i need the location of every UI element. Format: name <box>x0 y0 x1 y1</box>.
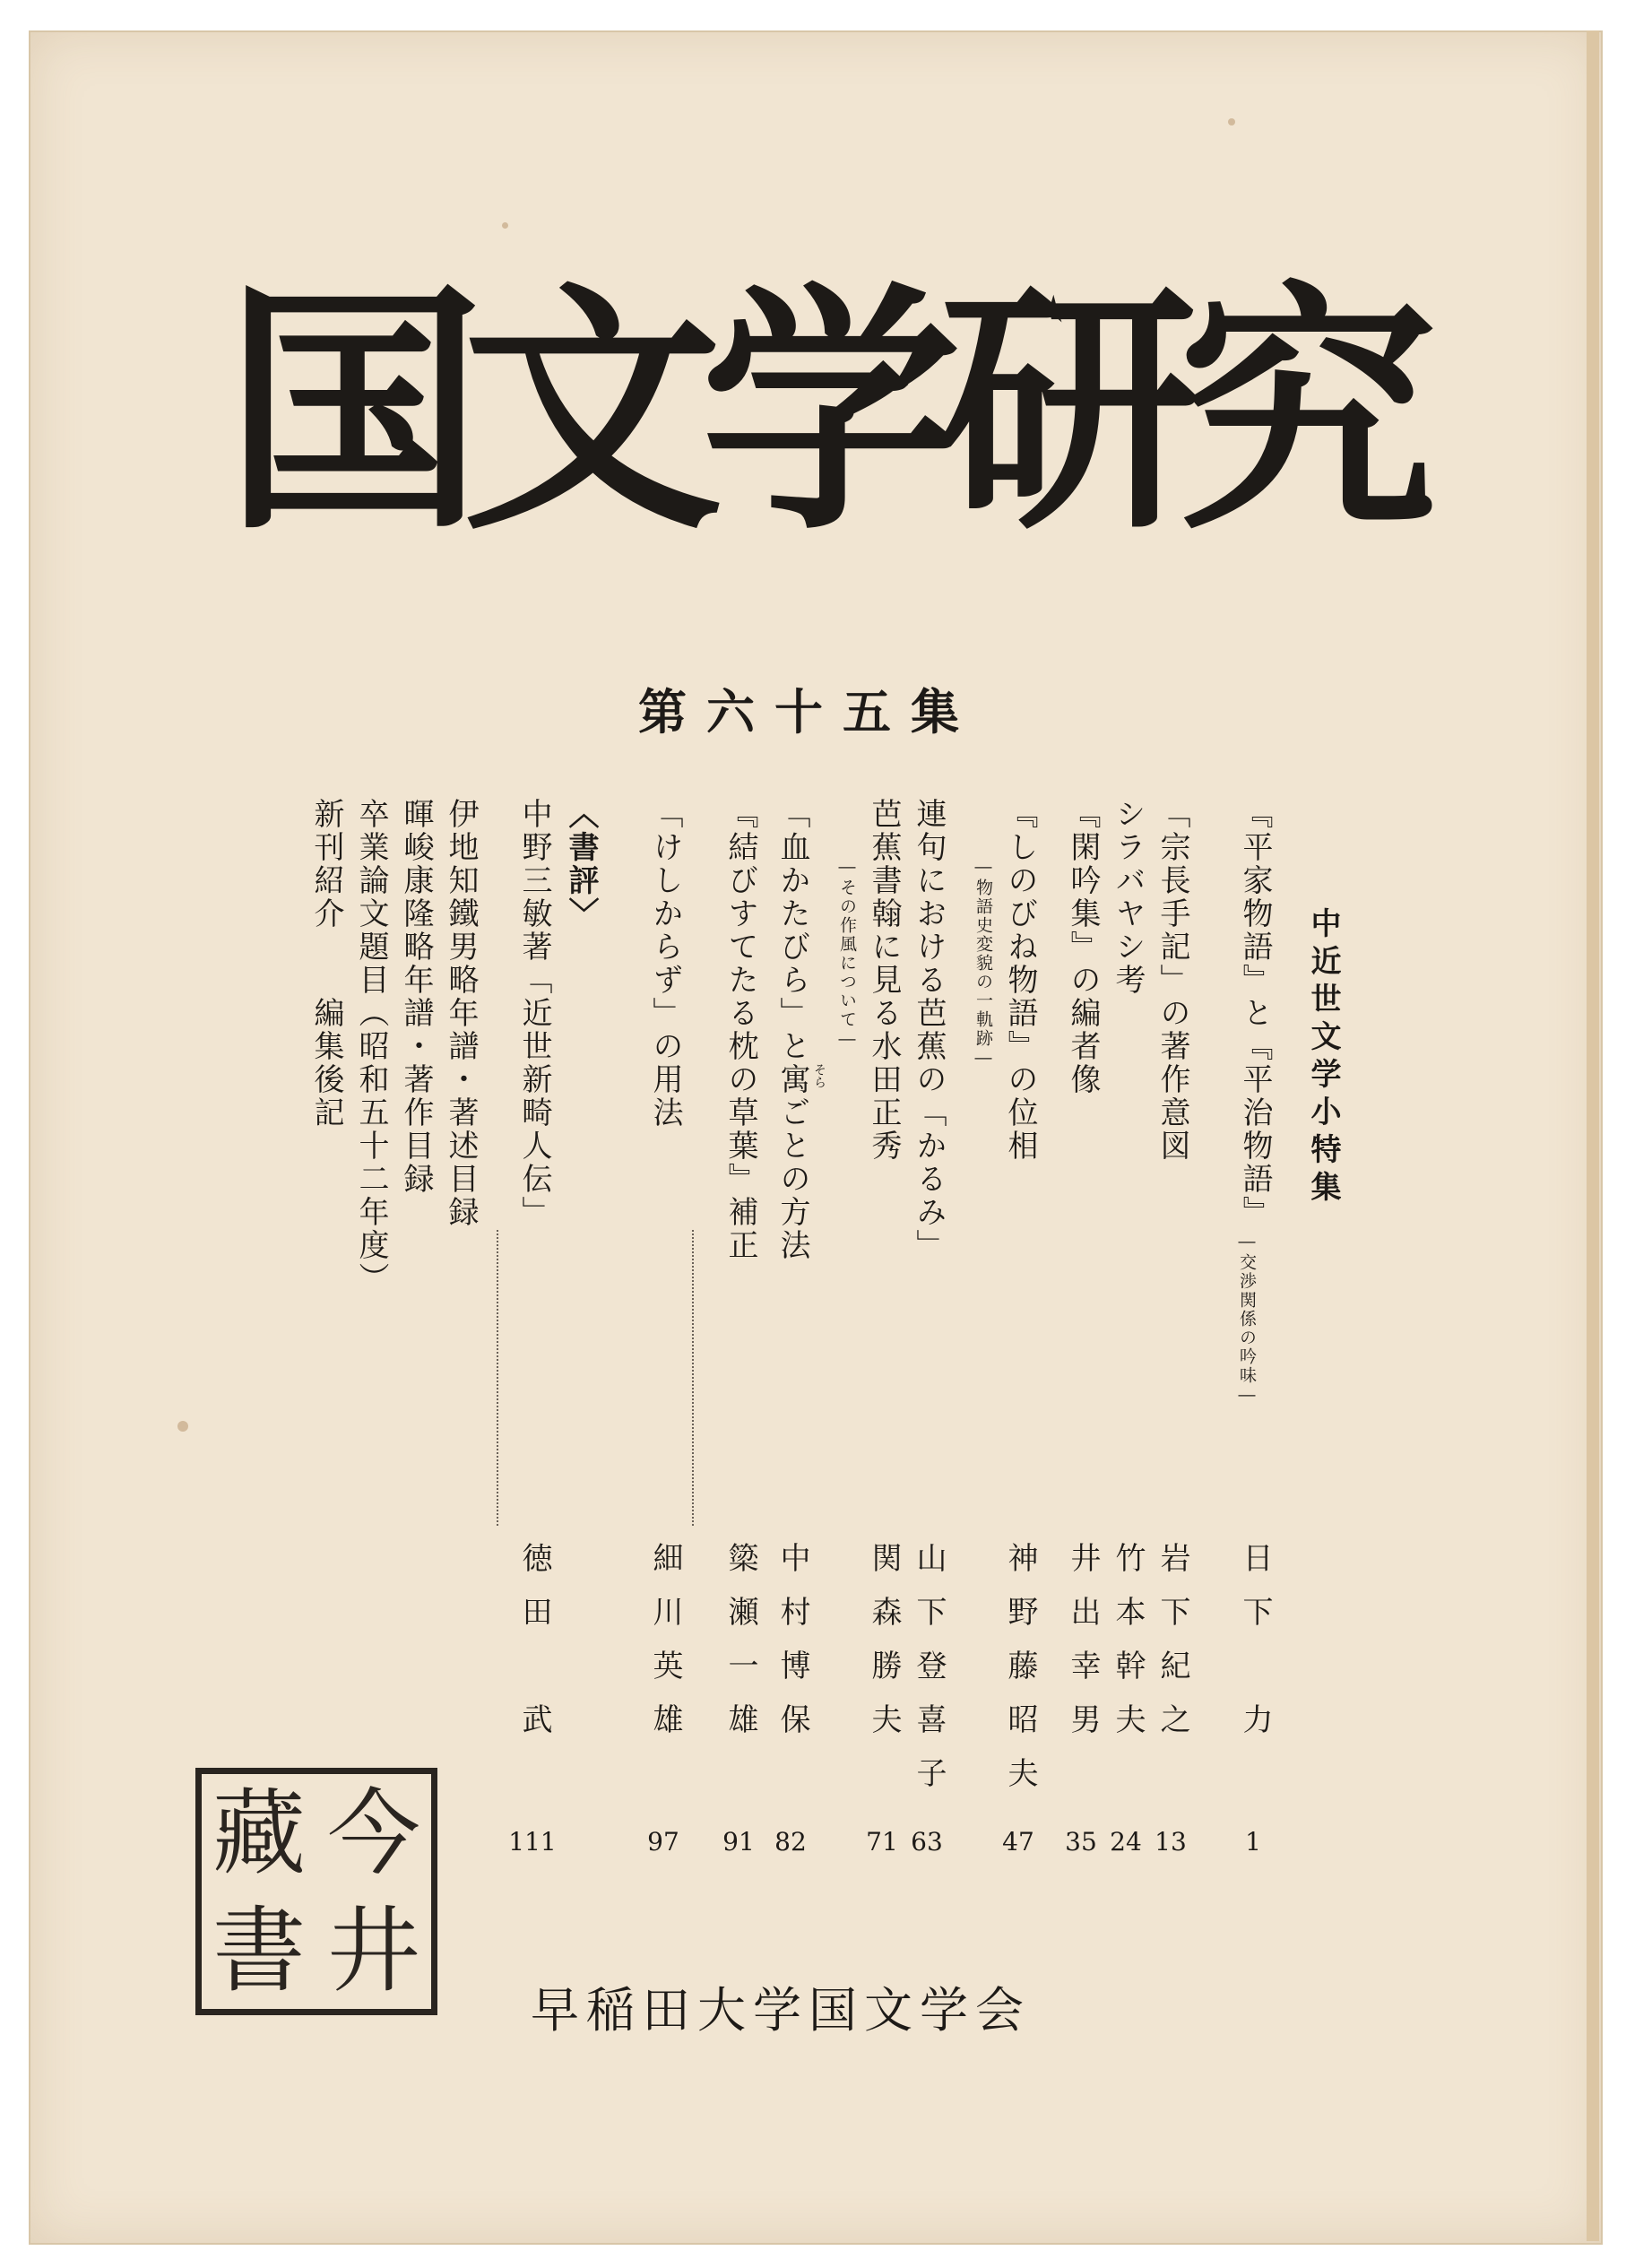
dotted-divider <box>692 1230 694 1526</box>
dotted-divider <box>497 1230 498 1526</box>
entry-title: シラバヤシ考 <box>1110 798 1146 997</box>
age-spot <box>1228 118 1235 126</box>
age-spot <box>177 1421 188 1432</box>
entry-page: 111 <box>508 1827 557 1857</box>
entry-title: 伊地知鐵男略年譜・著述目録 <box>443 798 479 1229</box>
entry-page: 13 <box>1155 1827 1187 1857</box>
entry-subtitle: ―物語史変貌の一軌跡― <box>973 857 993 1069</box>
toc-entry <box>764 798 826 1945</box>
entry-author: 日下 力 <box>1237 1542 1273 1757</box>
toc-entry <box>1054 798 1108 1945</box>
entry-page: 63 <box>911 1827 943 1857</box>
entry-subtitle: ―交渉関係の吟味― <box>1237 1232 1257 1407</box>
toc-entry <box>837 798 909 1945</box>
entry-author: 岩下紀之 <box>1155 1542 1190 1757</box>
toc-entry <box>636 798 690 1945</box>
entry-title: 『結びすてたる枕の草葉』補正 <box>722 798 758 1262</box>
entry-page: 71 <box>866 1827 898 1857</box>
stamp-char: 藏 <box>212 1778 306 1888</box>
entry-author: 中村博保 <box>774 1542 810 1757</box>
entry-title: 暉峻康隆略年譜・著作目録 <box>398 798 434 1196</box>
entry-title: 〈書評〉 <box>563 798 599 931</box>
entry-title: 中野三敏著「近世新畸人伝」 <box>516 798 552 1229</box>
title-char: 研 <box>939 260 1199 565</box>
entry-author: 簗瀬一雄 <box>722 1542 758 1757</box>
title-char: 国 <box>224 260 484 565</box>
cover-edge <box>1587 30 1599 2241</box>
journal-title <box>224 260 1438 565</box>
entry-page: 47 <box>1002 1827 1034 1857</box>
entry-subtitle: ―その作風について― <box>837 857 857 1051</box>
entry-author: 山下登喜子 <box>911 1542 947 1811</box>
entry-page: 82 <box>774 1827 807 1857</box>
title-char: 学 <box>701 260 961 565</box>
entry-title: 新刊紹介 編集後記 <box>308 798 344 1130</box>
entry-title: 「けしからず」の用法 <box>647 798 683 1130</box>
entry-page: 24 <box>1110 1827 1142 1857</box>
entry-title: 「宗長手記」の著作意図 <box>1155 798 1190 1163</box>
title-char: 文 <box>463 260 722 565</box>
toc-entry <box>506 798 559 1945</box>
entry-title: 卒業論文題目（昭和五十二年度） <box>353 798 389 1295</box>
toc-entry <box>1226 798 1280 1945</box>
entry-page: 91 <box>722 1827 755 1857</box>
entry-author: 竹本幹夫 <box>1110 1542 1146 1757</box>
feature-heading: 中近世文学小特集 <box>1305 907 1341 1208</box>
age-spot <box>502 222 508 229</box>
entry-title: 「血かたびら」と寓ごとの方法 <box>774 798 810 1262</box>
stamp-char: 井 <box>326 1895 420 2005</box>
stamp-char: 今 <box>326 1778 420 1888</box>
entry-page: 97 <box>647 1827 679 1857</box>
entry-ruby: そら <box>812 1063 826 1088</box>
publisher: 早稲田大学国文学会 <box>531 1982 1031 2039</box>
stamp-char: 書 <box>212 1895 306 2005</box>
toc-entry <box>712 798 765 1945</box>
entry-author: 徳田 武 <box>516 1542 552 1757</box>
entry-title: 連句における芭蕉の「かるみ」 <box>911 798 947 1262</box>
title-char: 究 <box>1178 260 1438 565</box>
toc-entry <box>552 798 606 1945</box>
entry-title: 『平家物語』と『平治物語』 <box>1237 798 1273 1229</box>
entry-page: 1 <box>1245 1827 1261 1857</box>
entry-title: 『しのびね物語』の位相 <box>1002 798 1038 1163</box>
entry-title: 『閑吟集』の編者像 <box>1065 798 1101 1096</box>
entry-page: 35 <box>1065 1827 1097 1857</box>
entry-author: 細川英雄 <box>647 1542 683 1757</box>
owner-seal-stamp <box>195 1768 437 2015</box>
entry-author: 神野藤昭夫 <box>1002 1542 1038 1811</box>
entry-author: 井出幸男 <box>1065 1542 1101 1757</box>
issue-number: 第六十五集 <box>638 683 979 740</box>
entry-title: 芭蕉書翰に見る水田正秀 <box>866 798 902 1163</box>
toc-entry <box>973 798 1045 1945</box>
entry-author: 関森勝夫 <box>866 1542 902 1757</box>
